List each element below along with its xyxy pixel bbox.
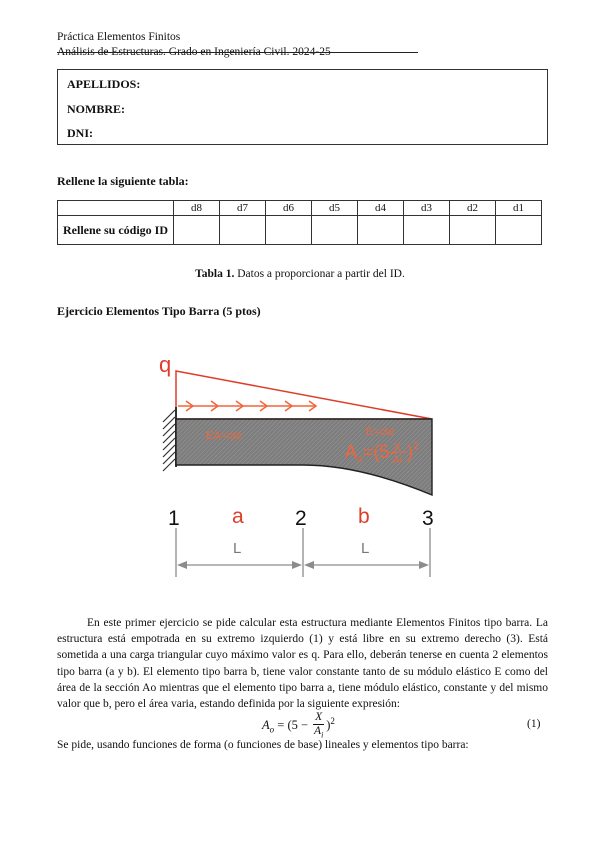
apellidos-label: APELLIDOS: — [67, 77, 141, 91]
id-code-table — [57, 200, 542, 245]
svg-text:o: o — [357, 454, 363, 465]
dimension-lines — [176, 528, 430, 577]
caption-label: Tabla 1. — [195, 268, 235, 280]
input-cell-d8[interactable] — [174, 216, 220, 245]
e-cte-label: E=cte — [366, 426, 395, 438]
triangular-load — [176, 371, 432, 419]
input-cell-d7[interactable] — [220, 216, 266, 245]
input-cell-d1[interactable] — [496, 216, 542, 245]
caption-text: Datos a proporcionar a partir del ID. — [237, 268, 405, 280]
area-equation: $A_o = (5$ − $\frac{X}{A_i}$ )$^2$ — [262, 711, 335, 740]
col-d4: d4 — [358, 201, 404, 216]
col-d1: d1 — [496, 201, 542, 216]
load-q-label: q — [159, 352, 172, 377]
input-cell-d6[interactable] — [266, 216, 312, 245]
node-1-label: 1 — [168, 507, 180, 530]
svg-text:=(5-: =(5- — [363, 442, 396, 462]
col-d2: d2 — [450, 201, 496, 216]
input-cell-d2[interactable] — [450, 216, 496, 245]
table-caption — [0, 268, 600, 280]
col-d3: d3 — [404, 201, 450, 216]
dim-arrow-2l — [304, 561, 314, 569]
closing-line: Se pide, usando funciones de forma (o funciones de base) lineales y elementos tipo barra: — [57, 739, 469, 751]
dni-label: DNI: — [67, 126, 93, 140]
svg-text:): ) — [407, 442, 413, 462]
student-id-box — [57, 69, 548, 145]
element-a-label: a — [232, 505, 244, 528]
ea-cte-label: EA=cte — [206, 430, 242, 442]
equation-block — [0, 708, 600, 742]
fixed-support — [163, 407, 176, 471]
input-cell-d4[interactable] — [358, 216, 404, 245]
header-course: Práctica Elementos Finitos — [57, 31, 181, 43]
element-b-label: b — [358, 505, 370, 528]
dim-arrow-1r — [292, 561, 302, 569]
table-header-row — [58, 201, 542, 216]
problem-text: En este primer ejercicio se pide calcular esta estructura mediante Elementos Finitos tipo barra. La estructura está empotrada en su extremo izquierdo (1) y está libre en su extremo derecho (3). Está sometida a una carga triangular cuyo máximo valor es q. Para ello, deberán tenerse en cuenta 2 elementos tipo barra (a y b). El elemento tipo barra b, tiene valor constante tanto de su módulo elástico E como del área de la sección Ao mientras que el elemento tipo barra a, tiene módulo elástico, constante y del mismo valor que b, pero el área varia, estando definida por la siguiente expresión: — [57, 617, 548, 711]
table-intro: Rellene la siguiente tabla: — [57, 174, 189, 188]
table-corner-cell — [58, 201, 174, 216]
node-3-label: 3 — [422, 507, 434, 530]
length-label-b: L — [361, 540, 370, 557]
col-d5: d5 — [312, 201, 358, 216]
row-label: Rellene su código ID — [58, 216, 174, 245]
svg-text:Ai: Ai — [393, 455, 402, 466]
col-d7: d7 — [220, 201, 266, 216]
equation-number: (1) — [527, 718, 541, 730]
header-subject: Análisis de Estructuras. Grado en Ingeniería Civil. 2024-25 — [57, 46, 331, 58]
length-label-a: L — [233, 540, 242, 557]
dim-arrow-2r — [419, 561, 429, 569]
load-arrows — [178, 401, 316, 411]
nombre-label: NOMBRE: — [67, 102, 125, 116]
problem-statement — [57, 615, 548, 712]
node-2-label: 2 — [295, 507, 307, 530]
svg-text:2: 2 — [413, 441, 419, 452]
svg-text:X: X — [394, 442, 401, 453]
input-cell-d3[interactable] — [404, 216, 450, 245]
svg-text:A: A — [345, 442, 358, 462]
exercise-title: Ejercicio Elementos Tipo Barra (5 ptos) — [57, 304, 261, 318]
col-d6: d6 — [266, 201, 312, 216]
header-rule — [57, 52, 418, 53]
table-input-row — [58, 216, 542, 245]
col-d8: d8 — [174, 201, 220, 216]
dim-arrow-1l — [177, 561, 187, 569]
page-header — [57, 30, 331, 60]
bar-structure-figure — [0, 345, 600, 595]
input-cell-d5[interactable] — [312, 216, 358, 245]
